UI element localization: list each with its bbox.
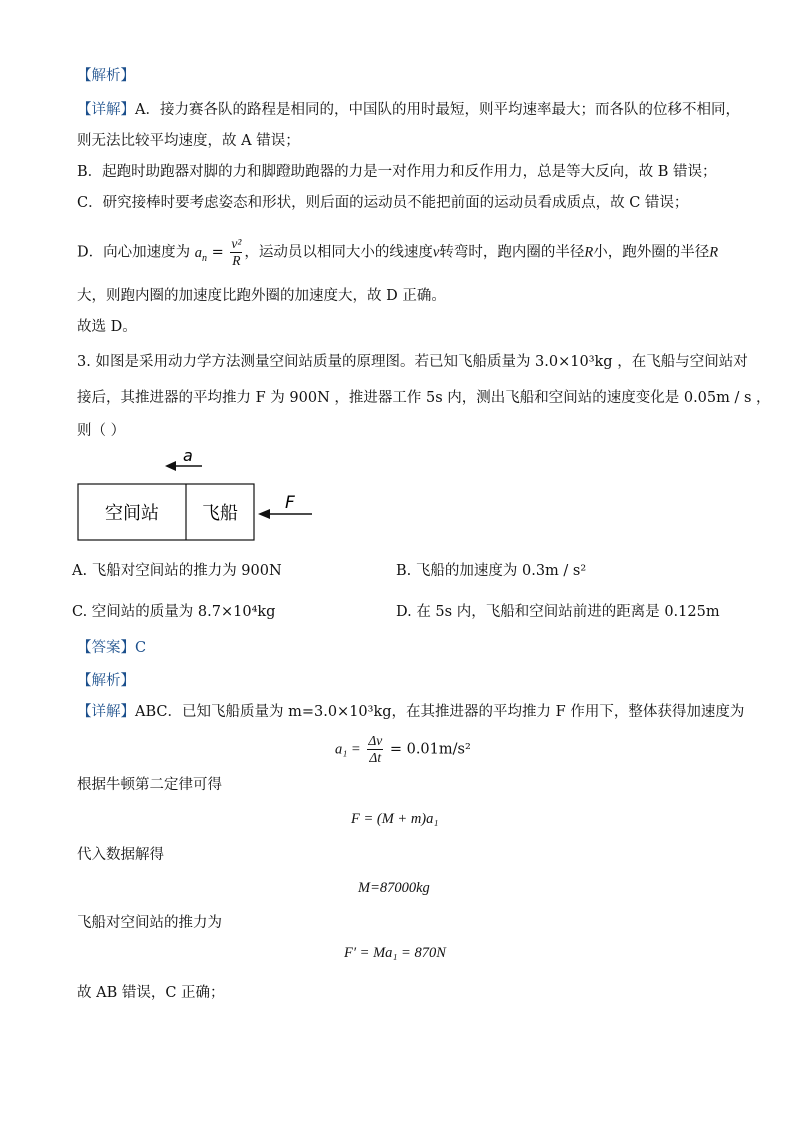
equation-2: F = (M + m)a₁	[351, 811, 439, 827]
detail-d-line2: 大，则跑内圈的加速度比跑外圈的加速度大，故 D 正确。	[77, 288, 446, 304]
force-label: F	[285, 493, 295, 513]
option-c: C. 空间站的质量为 8.7×10⁴kg	[72, 604, 276, 620]
accel-arrowhead	[165, 461, 176, 471]
equation-4: F′ = Ma₁ = 870N	[344, 945, 446, 961]
detail-c-line: C．研究接棒时要考虑姿态和形状，则后面的运动员不能把前面的运动员看成质点，故 C 错误；	[77, 195, 689, 211]
eq1-fraction: $\frac{\Delta v}{\Delta t}$	[368, 733, 383, 765]
answer-line: 【答案】C	[77, 640, 147, 656]
detail-d-line1: D．向心加速度为 $a_n$ = $\frac{\text{v²}}{R}$ ，运动员以相同大小的线速度v转弯时，跑内圈的半径R小，跑外圈的半径R	[77, 236, 719, 268]
detail-d-mid2: 转弯时，跑内圈的半径	[439, 244, 585, 261]
option-b: B. 飞船的加速度为 0.3m / s²	[396, 563, 587, 579]
detail-tag: 【详解】	[77, 102, 135, 118]
detail-d-mid: ，运动员以相同大小的线速度	[244, 244, 433, 261]
detail-a-line1	[77, 100, 740, 120]
newton-text: 根据牛顿第二定律可得	[77, 777, 222, 793]
ship-label: 飞船	[202, 503, 238, 524]
detail2-line	[77, 702, 744, 722]
equation-3: M=87000kg	[358, 880, 430, 896]
substitute-text: 代入数据解得	[77, 847, 164, 863]
detail-d-prefix: D．向心加速度为	[77, 244, 191, 261]
push-text: 飞船对空间站的推力为	[77, 915, 222, 931]
option-d: D. 在 5s 内，飞船和空间站前进的距离是 0.125m	[396, 604, 720, 620]
detail2-tag: 【详解】	[77, 704, 135, 720]
physics-diagram	[70, 448, 330, 548]
detail-d-mid3: 小，跑外圈的半径	[593, 244, 710, 261]
var-v: v	[432, 244, 440, 261]
q3-line1: 3. 如图是采用动力学方法测量空间站质量的原理图。若已知飞船质量为 3.0×10³kg ，在飞船与空间站对	[77, 354, 748, 370]
q3-line2: 接后，其推进器的平均推力 F 为 900N ，推进器工作 5s 内，测出飞船和空间站的速度变化是 0.05m / s ，	[77, 390, 771, 406]
var-r1: R	[584, 244, 594, 261]
choose-d: 故选 D。	[77, 319, 137, 335]
formula-an: $a_n$	[194, 244, 207, 264]
accel-label: a	[183, 448, 193, 465]
detail-a-text: A．接力赛各队的路程是相同的，中国队的用时最短，则平均速率最大；而各队的位移不相同，	[135, 102, 740, 118]
analysis-heading: 【解析】	[77, 68, 135, 84]
q3-line3: 则（ ）	[77, 423, 126, 439]
conclusion-text: 故 AB 错误，C 正确；	[77, 985, 225, 1001]
var-r2: R	[709, 244, 719, 261]
detail-b-line: B．起跑时助跑器对脚的力和脚蹬助跑器的力是一对作用力和反作用力，总是等大反向，故 B 错误；	[77, 164, 717, 180]
station-label: 空间站	[105, 503, 159, 524]
analysis-heading-2: 【解析】	[77, 673, 135, 689]
equation-1: a₁ = $\frac{\Delta v}{\Delta t}$ = 0.01m/s²	[335, 733, 471, 765]
force-arrowhead	[258, 509, 270, 519]
detail-a-line2: 则无法比较平均速度，故 A 错误；	[77, 133, 300, 149]
option-a: A. 飞船对空间站的推力为 900N	[72, 563, 282, 579]
detail2-text: ABC．已知飞船质量为 m=3.0×10³kg，在其推进器的平均推力 F 作用下，整体获得加速度为	[135, 704, 745, 720]
formula-fraction: $\frac{\text{v²}}{R}$	[231, 236, 242, 268]
